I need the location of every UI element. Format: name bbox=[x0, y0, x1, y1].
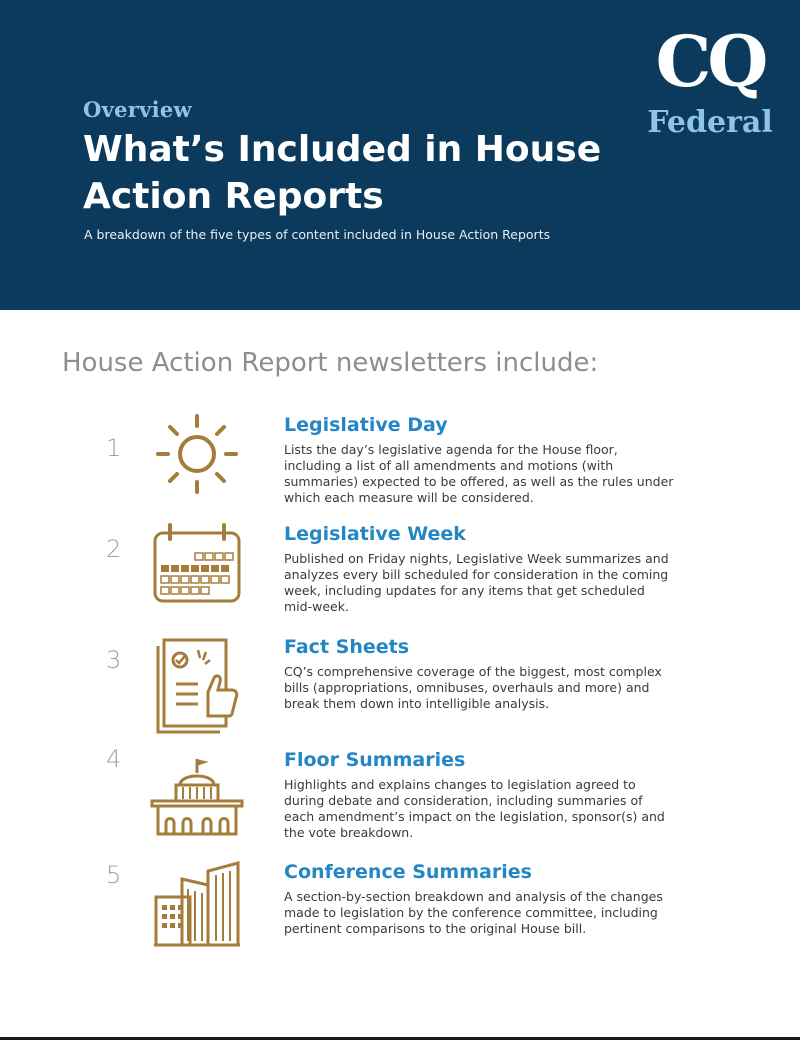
item-title: Legislative Week bbox=[284, 523, 466, 545]
intro-heading: House Action Report newsletters include: bbox=[62, 348, 599, 378]
item-description: Published on Friday nights, Legislative Week summarizes and analyzes every bill scheduled for consideration in the coming week, including updates for any items that get scheduled mid-week. bbox=[284, 551, 669, 614]
capitol-building-icon bbox=[150, 757, 245, 852]
item-number: 4 bbox=[106, 745, 122, 773]
item-title: Conference Summaries bbox=[284, 861, 532, 883]
logo-federal-text: Federal bbox=[647, 105, 773, 140]
item-title: Fact Sheets bbox=[284, 636, 410, 658]
page-title: What’s Included in House Action Reports bbox=[83, 129, 602, 217]
item-number: 2 bbox=[106, 535, 122, 563]
overview-kicker: Overview bbox=[83, 97, 192, 122]
office-buildings-icon bbox=[150, 861, 245, 956]
sun-icon bbox=[150, 414, 245, 509]
document-thumbs-up-icon bbox=[150, 636, 245, 731]
cq-federal-logo bbox=[640, 20, 780, 140]
item-number: 3 bbox=[106, 646, 122, 674]
item-description: Lists the day’s legislative agenda for the House floor, including a list of all amendments and motions (with summaries) expected to be offered, as well as the rules under which each measure will be considered. bbox=[284, 442, 674, 505]
header-banner bbox=[0, 0, 800, 310]
item-title: Floor Summaries bbox=[284, 749, 466, 771]
item-description: Highlights and explains changes to legislation agreed to during debate and consideration, including summaries of each amendment’s impact on the legislation, sponsor(s) and the vote breakdown. bbox=[284, 777, 665, 840]
item-title: Legislative Day bbox=[284, 414, 448, 436]
page-subtitle: A breakdown of the five types of content included in House Action Reports bbox=[84, 227, 551, 242]
item-number: 5 bbox=[106, 861, 122, 889]
item-description: CQ’s comprehensive coverage of the biggest, most complex bills (appropriations, omnibuses, overhauls and more) and break them down into intelligible analysis. bbox=[284, 664, 662, 711]
item-number: 1 bbox=[106, 434, 122, 462]
logo-cq-text: CQ bbox=[655, 20, 765, 103]
calendar-icon bbox=[150, 523, 245, 618]
item-description: A section-by-section breakdown and analysis of the changes made to legislation by the conference committee, including pertinent comparisons to the original House bill. bbox=[284, 889, 663, 936]
